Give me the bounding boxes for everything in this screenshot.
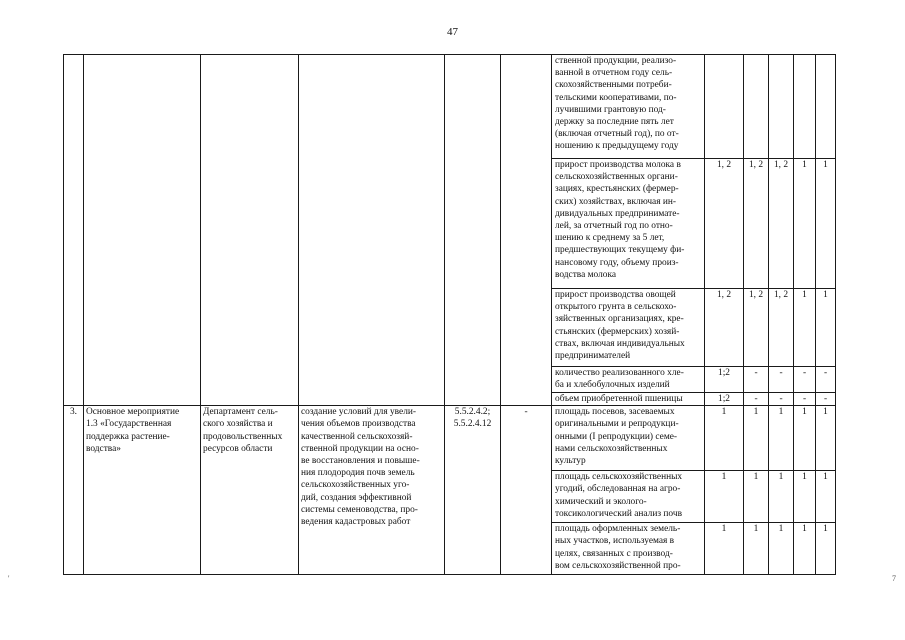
value-cell: 1: [816, 471, 836, 523]
indicator-line: сельскохозяйственных органи-: [555, 172, 678, 183]
indicator-cell: [552, 523, 705, 575]
indicator-line: ба и хлебобулочных изделий: [555, 380, 670, 391]
indicator-cell: [552, 367, 705, 393]
indicator-line: зяйственных организациях, кре-: [555, 314, 684, 325]
link-cell: [501, 55, 552, 406]
executor-line: ресурсов области: [203, 443, 273, 454]
indicator-line: водства молока: [555, 269, 617, 280]
value-cell: 1: [705, 523, 744, 575]
value-cell: 1: [794, 289, 816, 367]
value-cell: 1: [769, 406, 794, 471]
link-cell: -: [501, 406, 552, 575]
value-cell: -: [744, 367, 769, 393]
value-cell: 1, 2: [744, 159, 769, 289]
result-line: дий, создания эффективной: [301, 492, 412, 503]
indicator-line: вом сельскохозяйственной про-: [555, 560, 681, 571]
value-cell: 1: [816, 289, 836, 367]
indicator-line: прирост производства овощей: [555, 290, 676, 300]
value-cell: [744, 55, 769, 159]
indicator-line: открытого грунта в сельскохо-: [555, 302, 677, 313]
value-cell: 1;2: [705, 393, 744, 406]
measure-cell: [84, 406, 201, 575]
value-cell: -: [816, 367, 836, 393]
executor-line: Департамент сель-: [203, 407, 278, 418]
value-cell: [705, 55, 744, 159]
result-cell: [299, 55, 445, 406]
value-cell: 1, 2: [769, 159, 794, 289]
value-cell: 1: [744, 523, 769, 575]
indicator-line: нансовому году, объему произ-: [555, 257, 679, 268]
value-cell: 1: [744, 471, 769, 523]
indicator-line: лучившими грантовую под-: [555, 104, 666, 115]
indicator-line: прирост производства молока в: [555, 160, 681, 170]
indicator-line: токсикологический анализ почв: [555, 508, 683, 519]
result-line: сельскохозяйственных уго-: [301, 480, 410, 491]
indicator-line: предшествующих текущему фи-: [555, 245, 685, 256]
code-line: 5.5.2.4.12: [453, 419, 492, 430]
value-cell: 1: [705, 471, 744, 523]
right-margin-mark: 7: [892, 574, 896, 583]
value-cell: 1: [794, 523, 816, 575]
number-cell: [64, 55, 84, 406]
value-cell: 1, 2: [705, 159, 744, 289]
indicator-line: ствах, включая индивидуальных: [555, 338, 685, 349]
indicator-cell: [552, 289, 705, 367]
indicator-line: лей, за отчетный год по отно-: [555, 221, 673, 232]
indicator-line: объем приобретенной пшеницы: [555, 394, 683, 404]
value-cell: 1, 2: [769, 289, 794, 367]
indicator-line: скохозяйственными потреби-: [555, 80, 672, 91]
value-cell: 1, 2: [744, 289, 769, 367]
value-cell: -: [794, 393, 816, 406]
indicator-cell: [552, 159, 705, 289]
measure-line: 1.3 «Государственная: [86, 419, 172, 430]
indicator-line: ванной в отчетном году сель-: [555, 68, 673, 79]
result-line: системы семеноводства, про-: [301, 504, 418, 515]
value-cell: 1, 2: [705, 289, 744, 367]
executor-cell: [201, 406, 299, 575]
value-cell: -: [769, 393, 794, 406]
code-cell: [445, 406, 501, 575]
value-cell: 1: [794, 406, 816, 471]
value-cell: [816, 55, 836, 159]
indicator-line: онными (I репродукции) семе-: [555, 431, 678, 442]
measure-line: Основное мероприятие: [86, 407, 180, 418]
indicator-line: ских) хозяйствах, включая ин-: [555, 196, 677, 207]
value-cell: 1: [794, 159, 816, 289]
value-cell: 1: [816, 159, 836, 289]
value-cell: 1: [816, 406, 836, 471]
value-cell: 1: [744, 406, 769, 471]
indicator-line: площадь посевов, засеваемых: [555, 407, 675, 418]
indicator-line: химический и эколого-: [555, 496, 647, 507]
indicator-line: количество реализованного хле-: [555, 368, 684, 378]
indicator-line: держку за последние пять лет: [555, 117, 674, 128]
measure-line: водства»: [86, 443, 121, 454]
indicator-line: площадь оформленных земель-: [555, 524, 681, 535]
indicator-line: зациях, крестьянских (фермер-: [555, 184, 679, 195]
value-cell: -: [794, 367, 816, 393]
value-cell: 1: [769, 471, 794, 523]
page-number: 47: [447, 26, 458, 38]
result-line: чения объемов производства: [301, 419, 416, 430]
result-line: ственной продукции на осно-: [301, 443, 419, 454]
result-line: ведения кадастровых работ: [301, 517, 411, 528]
executor-line: продовольственных: [203, 431, 283, 442]
indicator-line: предпринимателей: [555, 351, 631, 362]
value-cell: 1: [705, 406, 744, 471]
indicator-line: площадь сельскохозяйственных: [555, 472, 683, 483]
indicator-line: угодий, обследованная на агро-: [555, 484, 681, 495]
indicator-line: целях, связанных с производ-: [555, 548, 673, 559]
indicator-line: тельскими кооперативами, по-: [555, 92, 677, 103]
program-measures-table: [63, 54, 836, 575]
value-cell: -: [744, 393, 769, 406]
value-cell: 1;2: [705, 367, 744, 393]
code-cell: [445, 55, 501, 406]
value-cell: -: [769, 367, 794, 393]
indicator-line: (включая отчетный год), по от-: [555, 129, 679, 140]
result-line: ния плодородия почв земель: [301, 468, 415, 479]
indicator-line: оригинальными и репродукци-: [555, 419, 679, 430]
value-cell: 1: [816, 523, 836, 575]
result-line: создание условий для увели-: [301, 407, 417, 418]
indicator-line: стьянских (фермерских) хозяй-: [555, 326, 680, 337]
row-number: 3.: [64, 406, 84, 575]
indicator-line: нами сельскохозяйственных: [555, 443, 668, 454]
indicator-line: ношению к предыдущему году: [555, 141, 679, 152]
indicator-line: ных участков, используемая в: [555, 536, 675, 547]
indicator-cell: [552, 393, 705, 406]
executor-line: ского хозяйства и: [203, 419, 273, 430]
executor-cell: [201, 55, 299, 406]
left-margin-mark: ': [8, 574, 10, 583]
result-line: качественной сельскохозяй-: [301, 431, 413, 442]
value-cell: -: [816, 393, 836, 406]
result-line: ве восстановления и повыше-: [301, 456, 420, 467]
measure-cell: [84, 55, 201, 406]
result-cell: [299, 406, 445, 575]
table-row: [64, 406, 836, 471]
table-row: [64, 55, 836, 159]
indicator-line: ственной продукции, реализо-: [555, 56, 677, 66]
indicator-cell: [552, 406, 705, 471]
indicator-line: культур: [555, 456, 586, 467]
value-cell: [769, 55, 794, 159]
code-line: 5.5.2.4.2;: [454, 407, 491, 418]
indicator-cell: [552, 471, 705, 523]
indicator-line: шению к среднему за 5 лет,: [555, 233, 665, 244]
value-cell: [794, 55, 816, 159]
value-cell: 1: [769, 523, 794, 575]
indicator-cell: [552, 55, 705, 159]
value-cell: 1: [794, 471, 816, 523]
measure-line: поддержка растение-: [86, 431, 170, 442]
indicator-line: дивидуальных предпринимате-: [555, 208, 680, 219]
